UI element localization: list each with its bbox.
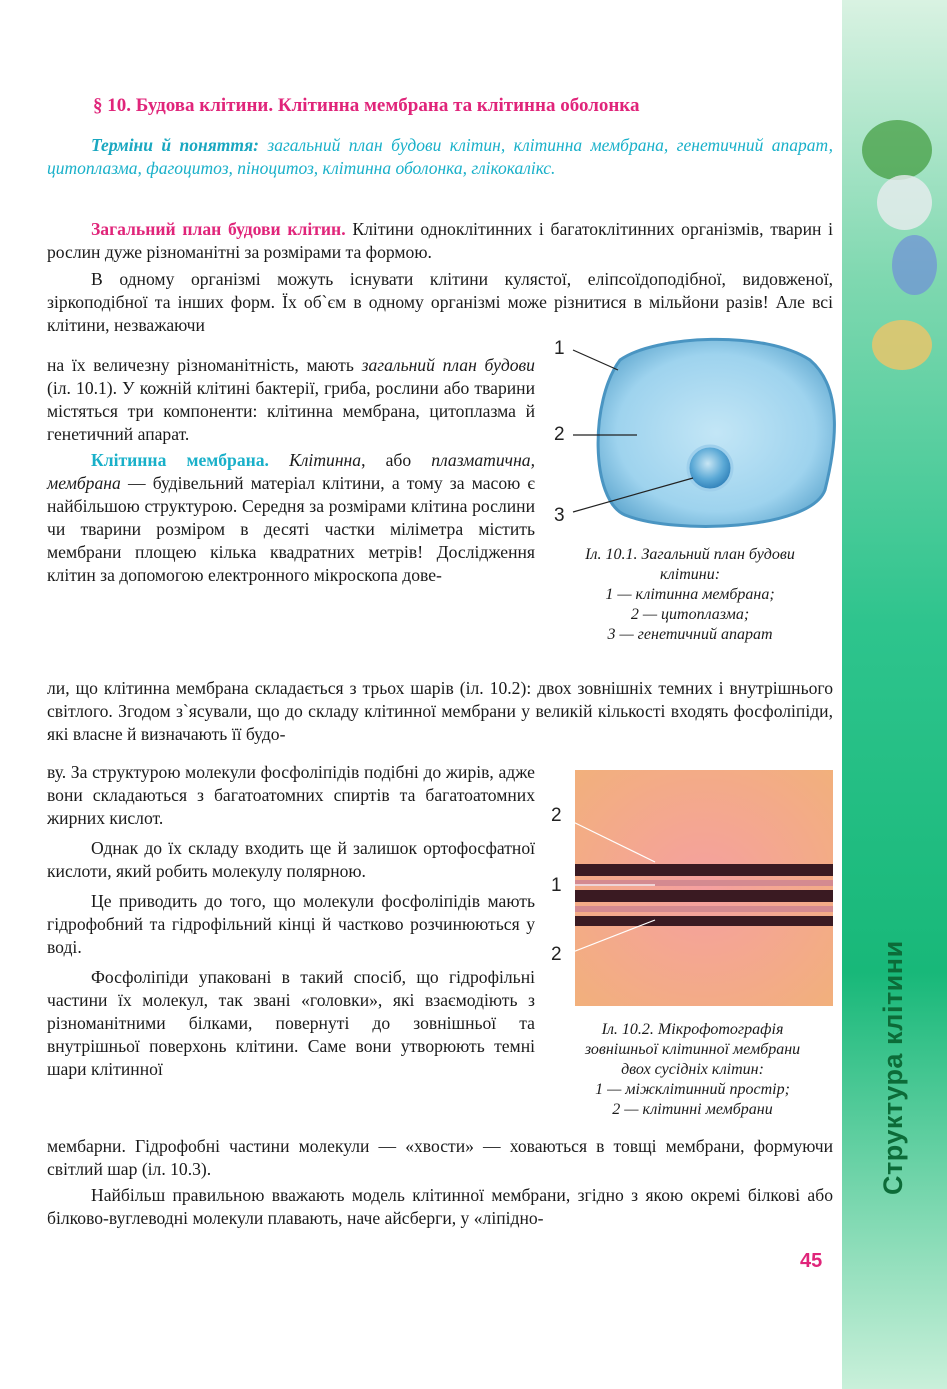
cell-membrane-shape — [598, 339, 834, 526]
figure2-caption — [550, 1020, 835, 1120]
section1-top — [47, 218, 833, 337]
fig2-caption-line: Іл. 10.2. Мікрофотографія — [601, 1021, 784, 1038]
section1-p1: Клітини одноклітинних і багатоклітинних організмів, тварин і рослин дуже різноманітні за розмірами та формою. — [47, 219, 834, 262]
fig1-caption-line: 3 — генетичний апарат — [607, 626, 773, 643]
section2-heading: Клітинна мембрана. — [91, 450, 269, 470]
page-number: 45 — [800, 1250, 823, 1272]
figure-cell-plan — [545, 330, 840, 540]
section1-p2: В одному організмі можуть існувати клітини кулястої, еліпсоїдоподібної, видовженої, зіркоподібної та інших форм. Їх об`єм в одному організмі може різнитися в мільйони разів! Але всі клітини, незважаючи — [47, 269, 833, 335]
fig2-caption-line: двох сусідніх клітин: — [621, 1061, 764, 1078]
fig1-caption-line: 2 — цитоплазма; — [630, 606, 750, 623]
s2-em1: Клітинна — [289, 450, 362, 470]
p2b-emphasis: загальний план будови — [361, 355, 535, 375]
page-heading: § 10. Будова клітини. Клітинна мембрана та клітинна оболонка — [93, 95, 640, 116]
terms-block — [47, 134, 833, 180]
terms-text: загальний план будови клітин, клітинна мембрана, генетичний апарат, цитоплазма, фагоцитоз, піноцитоз, клітинна оболонка, глікокалікс. — [47, 135, 833, 178]
section2-narrow — [47, 761, 535, 1081]
fig2-caption-line: зовнішньої клітинної мембрани — [584, 1041, 801, 1058]
section2-wide — [47, 677, 833, 746]
bacteria-chain-image — [892, 235, 937, 295]
plant-cell-image — [862, 120, 932, 180]
s2-p5: Найбільш правильною вважають модель клітинної мембрани, згідно з якою окремі білкові або білково-вуглеводні молекули плавають, наче айсберги, у «ліпідно- — [47, 1185, 833, 1228]
s2-t1: , або — [361, 450, 412, 470]
side-section-title: Структура клітини — [878, 940, 908, 1195]
s2-t2: — будівельний матеріал клітини, а тому за масою є найбільшою структурою. Середня за розмірами клітина рослини чи тварини розміром в десяті частки міліметра містить мембрани площею кілька квадратних метрів! Дослідження клітин за допомогою електронного мікроскопа дове- — [47, 473, 535, 585]
s2-t3: ли, що клітинна мембрана складається з трьох шарів (іл. 10.2): двох зовнішніх темних і внутрішнього світлого. Згодом з`ясували, що до складу клітинної мембрани у великій кількості входять фосфоліпіди, які власне й визначають її будо- — [47, 678, 833, 744]
s2-p3: Це приводить до того, що молекули фосфоліпідів мають гідрофобний та гідрофільний кінці й частково розчинюються у воді. — [47, 891, 535, 957]
yeast-cells-image — [872, 320, 932, 370]
p2b-text2: (іл. 10.1). У кожній клітині бактерії, гриба, рослини або тварини містяться три компоненти: клітинна мембрана, цитоплазма й генетичний апарат. — [47, 378, 535, 444]
fig1-caption-line: Іл. 10.1. Загальний план будови — [585, 546, 795, 563]
figure1-caption — [550, 545, 830, 645]
fig2-label-2-top: 2 — [551, 805, 562, 826]
figure-membrane-micrograph — [575, 770, 833, 1006]
section1-heading: Загальний план будови клітин. — [91, 219, 346, 239]
s2-p4: Фосфоліпіди упаковані в такий спосіб, що гідрофільні частини їх молекул, так звані «головки», які взаємодіють з різноманітними білками, повернуті до зовнішньої та внутрішньої поверхонь клітини. Саме вони утворюють темні шари клітинної — [47, 967, 535, 1079]
fig1-label-2: 2 — [554, 424, 565, 445]
fig2-caption-line: 2 — клітинні мембрани — [612, 1101, 773, 1118]
fig1-caption-line: клітини: — [659, 566, 721, 583]
nucleus-shape — [688, 446, 732, 490]
fig2-label-2-bottom: 2 — [551, 944, 562, 965]
cell-image — [877, 175, 932, 230]
s2-t4: ву. За структурою молекули фосфоліпідів подібні до жирів, адже вони складаються з багатоатомних спиртів та багатоатомних жирних кислот. — [47, 762, 535, 828]
s2-em2: плазматична, мембрана — [47, 450, 535, 493]
section2-bottom — [47, 1135, 833, 1230]
s2-p2: Однак до їх складу входить ще й залишок ортофосфатної кислоти, який робить молекулу полярною. — [47, 838, 535, 881]
s2-p4b: мембарни. Гідрофобні частини молекули — «хвости» — ховаються в товщі мембрани, формуючи світлий шар (іл. 10.3). — [47, 1136, 833, 1179]
fig1-caption-line: 1 — клітинна мембрана; — [605, 586, 775, 603]
fig1-label-1: 1 — [554, 338, 565, 359]
p2b-text1: на їх величезну різноманітність, мають — [47, 355, 354, 375]
terms-label: Терміни й поняття: — [91, 135, 259, 155]
fig2-label-1: 1 — [551, 875, 562, 896]
fig1-label-3: 3 — [554, 505, 565, 526]
section1-narrow — [47, 354, 535, 587]
fig2-caption-line: 1 — міжклітинний простір; — [595, 1081, 790, 1098]
